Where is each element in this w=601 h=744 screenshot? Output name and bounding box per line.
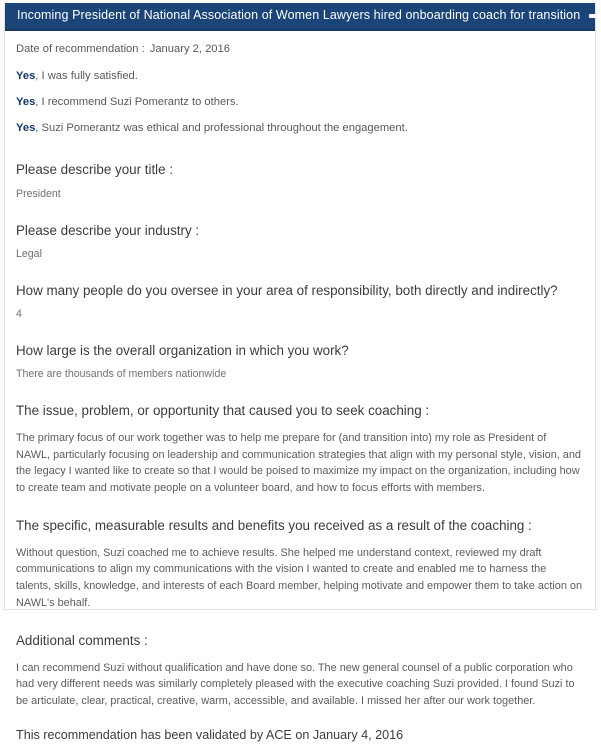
answer-value: 4 (16, 308, 22, 321)
qa-title (16, 161, 583, 201)
date-value: January 2, 2016 (149, 43, 230, 55)
answer-value: President (16, 187, 61, 200)
qa-organization-size (16, 342, 583, 382)
minimize-button[interactable] (588, 10, 601, 23)
question-label: The specific, measurable results and benefits you received as a result of the coaching : (16, 518, 532, 534)
question-label: The issue, problem, or opportunity that caused you to seek coaching : (16, 403, 430, 419)
question-label: Please describe your title : (16, 162, 174, 178)
answer-value: Without question, Suzi coached me to achieve results. She helped me understand context, reviewed my draft communications to align my communications with the vision I wanted to create and enabled me to harness the talents, skills, knowledge, and interests of each Board member, helping motivate and empower them to take action on NAWL's behalf. (16, 546, 583, 610)
confirmation-token: Yes (16, 70, 36, 83)
question-label: Additional comments : (16, 633, 148, 649)
confirmation-text: , Suzi Pomerantz was ethical and professional throughout the engagement. (35, 122, 408, 135)
answer-value: Legal (16, 248, 42, 261)
confirmation-token: Yes (16, 96, 36, 109)
question-label: How many people do you oversee in your area of responsibility, both directly and indirectly? (16, 282, 558, 298)
qa-oversee-count (16, 282, 583, 322)
qa-issue-problem (16, 402, 583, 497)
confirmation-text: , I was fully satisfied. (35, 70, 138, 83)
confirmation-ethical (16, 121, 583, 135)
recommendation-content (5, 31, 595, 744)
qa-industry (16, 222, 583, 262)
validation-statement: This recommendation has been validated by ACE on January 4, 2016 (16, 728, 404, 743)
qa-measurable-results (16, 517, 583, 612)
confirmation-satisfied (16, 69, 583, 83)
answer-value: There are thousands of members nationwide (16, 368, 227, 381)
date-of-recommendation (16, 43, 583, 56)
window-titlebar (5, 3, 595, 31)
confirmation-token: Yes (16, 122, 36, 135)
qa-additional-comments (16, 632, 583, 710)
date-label: Date of recommendation : (16, 43, 145, 55)
window-title: Incoming President of National Association of Women Lawyers hired onboarding coach for transition (17, 8, 581, 23)
minimize-icon (589, 14, 600, 18)
question-label: How large is the overall organization in which you work? (16, 343, 349, 358)
answer-value: The primary focus of our work together was to help me prepare for (and transition into) my role as President of NAWL, particularly focusing on leadership and communication strategies that align with my personal style, vision, and the legacy I wanted like to create so that I would be poised to maximize my impact on the organization, including how to create team and motivate people on a volunteer board, and how to focus efforts with members. (16, 431, 581, 495)
question-label: Please describe your industry : (16, 222, 200, 238)
answer-value: I can recommend Suzi without qualification and have done so. The new general counsel of a public corporation who had very different needs was similarly completely pleased with the executive coaching Suzi provided. I found Suzi to be articulate, clear, practical, creative, warm, accessible, and available. I missed her after our work together. (16, 661, 575, 708)
recommendation-card (4, 3, 596, 743)
confirmation-text: , I recommend Suzi Pomerantz to others. (35, 96, 239, 109)
confirmation-recommend (16, 95, 583, 109)
